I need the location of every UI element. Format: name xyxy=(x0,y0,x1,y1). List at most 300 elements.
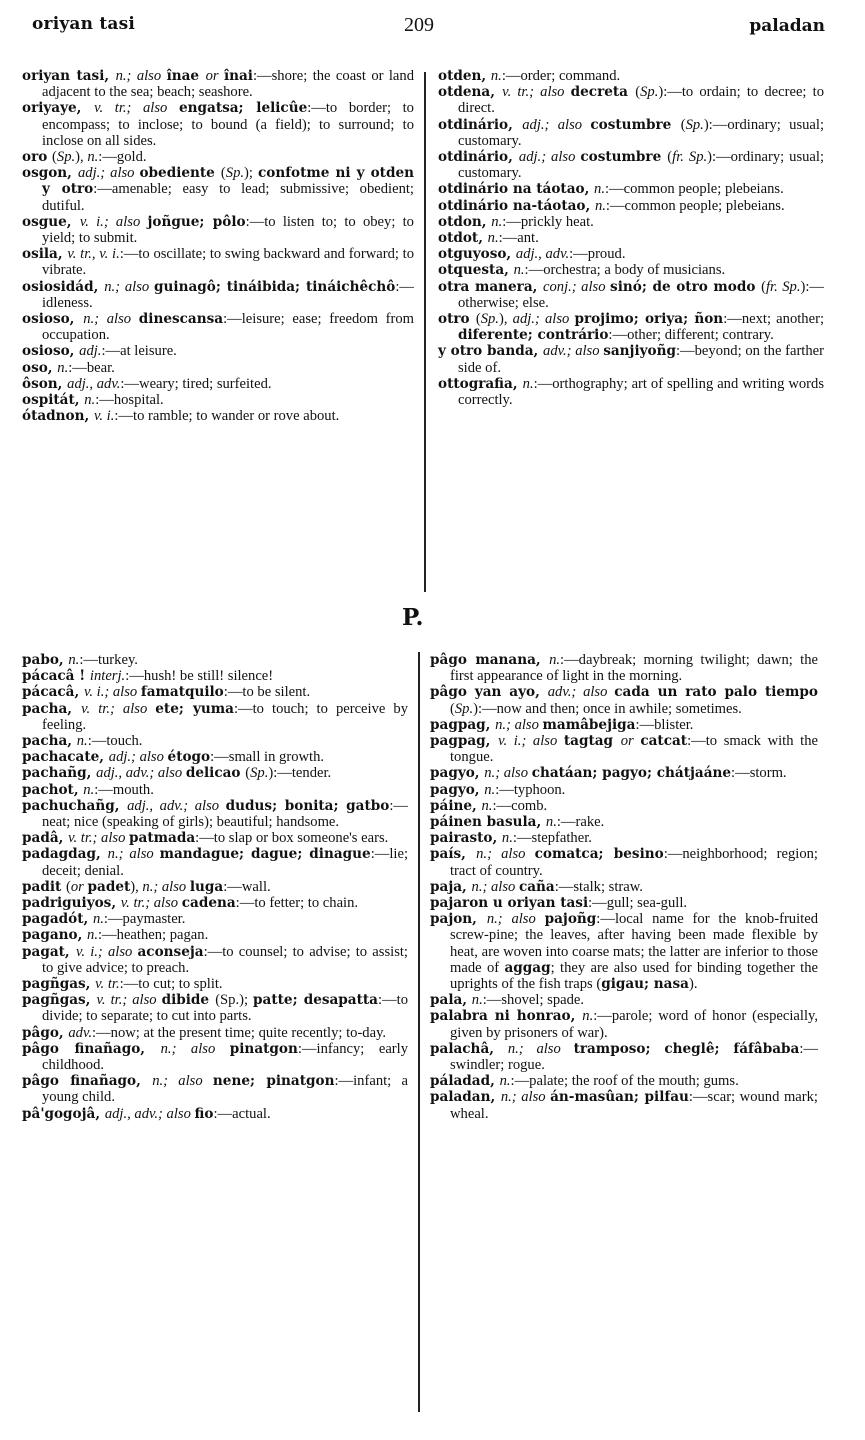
grammar-label: n.; also xyxy=(484,765,532,782)
grammar-label: adj.; also xyxy=(522,116,591,133)
synonym: engatsa; lelicûe xyxy=(178,100,308,117)
definition-text: :—stalk; straw. xyxy=(554,878,643,895)
grammar-label: Sp. xyxy=(225,165,245,182)
headword: oriyaye, xyxy=(22,100,95,117)
headword: pagpag, xyxy=(430,716,496,733)
column-divider xyxy=(418,652,420,1412)
dictionary-entry xyxy=(430,879,818,895)
headword: otdinário na táotao, xyxy=(438,181,595,198)
synonym: patte; desapatta xyxy=(253,992,378,1009)
headword: pachañg, xyxy=(22,765,97,782)
dictionary-entry xyxy=(22,246,414,278)
grammar-label: v. tr.; also xyxy=(94,100,179,117)
definition-text: :—gold. xyxy=(98,149,147,166)
definition-text: :—orthography; art of spelling and writing words correctly. xyxy=(458,375,824,409)
definition-text: :—infant; a young child. xyxy=(42,1073,408,1106)
grammar-label: or xyxy=(620,733,641,750)
grammar-label: Sp. xyxy=(454,700,474,717)
grammar-label: n.; also xyxy=(142,878,190,895)
synonym: ete; yuma xyxy=(155,700,234,717)
grammar-label: n. xyxy=(522,375,534,392)
dictionary-entry xyxy=(22,830,408,846)
headword: palachâ, xyxy=(430,1040,508,1057)
grammar-label: n.; also xyxy=(115,68,167,84)
synonym: projimo; oriya; ñon xyxy=(574,311,724,328)
synonym: pajoñg xyxy=(544,911,597,928)
grammar-label: n. xyxy=(481,797,493,814)
definition-text: ( xyxy=(761,278,766,295)
headword: paladan, xyxy=(430,1089,501,1106)
headword: y otro banda, xyxy=(438,343,544,360)
definition-text: :—to smack with the tongue. xyxy=(450,733,818,766)
definition-text: ), xyxy=(498,311,513,328)
dictionary-entry xyxy=(438,230,824,246)
grammar-label: adj., adv.; also xyxy=(127,797,226,814)
dictionary-entry xyxy=(22,668,408,684)
dictionary-entry xyxy=(438,68,824,84)
headword: osgon, xyxy=(22,165,78,182)
synonym: înai xyxy=(223,68,253,84)
grammar-label: n.; also xyxy=(104,278,155,295)
synonym: decreta xyxy=(570,84,636,101)
headword: osiosidád, xyxy=(22,278,105,295)
headword: pagyo, xyxy=(430,781,485,798)
headword: padriguiyos, xyxy=(22,895,121,912)
grammar-label: n. xyxy=(76,733,88,750)
definition-text: :—hush! be still! silence! xyxy=(125,668,274,685)
dictionary-entry xyxy=(22,749,408,765)
grammar-label: n. xyxy=(594,181,605,198)
grammar-label: n. xyxy=(68,652,80,668)
grammar-label: n. xyxy=(57,359,69,376)
definition-text: :—at leisure. xyxy=(101,343,177,360)
definition-text: :—neighborhood; region; tract of country. xyxy=(450,846,818,879)
grammar-label: n.; also xyxy=(495,716,543,733)
dictionary-entry xyxy=(438,311,824,343)
definition-text: :—actual. xyxy=(213,1105,271,1122)
dictionary-entry xyxy=(22,733,408,749)
synonym: înae xyxy=(166,68,206,84)
dictionary-entry xyxy=(438,343,824,375)
definition-text: (Sp.); xyxy=(215,992,254,1009)
headword: pachuchañg, xyxy=(22,797,128,814)
dictionary-entry xyxy=(22,684,408,700)
definition-text: :—bear. xyxy=(68,359,115,376)
headword: páine, xyxy=(430,797,482,814)
headword: palabra ni honrao, xyxy=(430,1008,583,1025)
entries-column-right xyxy=(430,652,818,1122)
entries-column-left xyxy=(22,68,414,424)
grammar-label: adv. xyxy=(68,1024,92,1041)
definition-text: ); xyxy=(244,165,258,182)
definition-text: :—infancy; early childhood. xyxy=(42,1040,409,1074)
synonym: padet xyxy=(87,878,131,895)
grammar-label: adj. xyxy=(79,343,102,360)
definition-text: :—typhoon. xyxy=(495,781,566,798)
grammar-label: n. xyxy=(83,781,95,798)
definition-text: ( xyxy=(66,878,71,895)
grammar-label: Sp. xyxy=(480,311,499,328)
grammar-label: n.; also xyxy=(476,846,535,863)
dictionary-entry xyxy=(22,100,414,149)
dictionary-entry xyxy=(430,992,818,1008)
grammar-label: adv.; also xyxy=(543,343,604,360)
definition-text: :—other; different; contrary. xyxy=(608,327,774,344)
dictionary-entry xyxy=(22,927,408,943)
grammar-label: v. tr.; also xyxy=(96,992,162,1009)
headword: otdinário, xyxy=(438,149,519,166)
grammar-label: v. tr.; also xyxy=(81,700,156,717)
synonym: comatca; besino xyxy=(534,846,664,863)
definition-text: :—rake. xyxy=(556,814,605,831)
grammar-label: n.; also xyxy=(471,878,519,895)
definition-text: :—next; another; xyxy=(723,311,824,328)
dictionary-entry xyxy=(22,798,408,830)
synonym: tramposo; cheglê; fáfâbaba xyxy=(573,1040,800,1057)
grammar-label: n.; also xyxy=(160,1040,230,1057)
synonym: aggag xyxy=(504,959,551,976)
definition-text: :—beyond; on the farther side of. xyxy=(458,343,824,376)
definition-text: ( xyxy=(667,149,673,166)
headword: pâgo, xyxy=(22,1024,69,1041)
dictionary-entry xyxy=(438,246,824,262)
definition-text: :—small in growth. xyxy=(210,749,325,766)
definition-text: :—to be silent. xyxy=(223,684,311,701)
grammar-label: Sp. xyxy=(56,149,76,166)
headword: pácacâ ! xyxy=(22,668,90,685)
synonym: mamâbejiga xyxy=(542,716,636,733)
dictionary-entry xyxy=(438,181,824,197)
grammar-label: n.; also xyxy=(507,1040,574,1057)
headword: pâgo yan ayo, xyxy=(430,684,548,701)
definition-text: ; they are also used for binding together the uprights of the fish traps ( xyxy=(450,959,818,993)
entries-column-left xyxy=(22,652,408,1122)
headword: pâgo finañago, xyxy=(22,1040,161,1057)
dictionary-entry xyxy=(22,895,408,911)
headword: pagano, xyxy=(22,927,88,944)
dictionary-entry xyxy=(430,814,818,830)
headword: pagadót, xyxy=(22,911,93,928)
headword: oso, xyxy=(22,359,58,376)
headword: otdinário, xyxy=(438,116,523,133)
definition-text: :—mouth. xyxy=(94,781,154,798)
definition-text: :—to oscillate; to swing backward and forward; to vibrate. xyxy=(42,246,414,279)
dictionary-entry xyxy=(22,360,414,376)
grammar-label: or xyxy=(205,68,224,84)
grammar-label: Sp. xyxy=(250,765,269,782)
headword: osioso, xyxy=(22,343,80,360)
definition-text: :—common people; plebeians. xyxy=(604,181,784,198)
headword: pajaron u oriyan tasi xyxy=(430,895,589,912)
definition-text: ):—tender. xyxy=(268,765,332,782)
dictionary-entry xyxy=(438,117,824,149)
headword: oro xyxy=(22,149,53,166)
definition-text: :—order; command. xyxy=(501,68,621,84)
grammar-label: n. xyxy=(594,197,606,214)
grammar-label: Sp. xyxy=(640,84,659,101)
grammar-label: adj.; also xyxy=(512,311,575,328)
synonym: dudus; bonita; gatbo xyxy=(225,797,390,814)
definition-text: ( xyxy=(635,84,641,101)
grammar-label: n. xyxy=(582,1008,594,1025)
definition-text: :—leisure; ease; freedom from occupation. xyxy=(42,311,415,344)
synonym: catcat xyxy=(640,733,688,750)
synonym: nene; pinatgon xyxy=(212,1073,335,1090)
grammar-label: v. i.; also xyxy=(79,213,148,230)
grammar-label: n. xyxy=(490,68,502,84)
definition-text: :—prickly heat. xyxy=(502,213,594,230)
grammar-label: n. xyxy=(487,230,499,247)
headword: pâgo finañago, xyxy=(22,1073,153,1090)
headword: otdena, xyxy=(438,84,503,101)
grammar-label: n. xyxy=(499,1073,511,1090)
synonym: dibide xyxy=(161,992,216,1009)
definition-text: :—swindler; rogue. xyxy=(450,1040,818,1074)
headword: osila, xyxy=(22,246,68,263)
grammar-label: fr. Sp. xyxy=(672,149,708,166)
definition-text: :—lie; deceit; denial. xyxy=(42,846,408,879)
synonym: luga xyxy=(189,878,224,895)
headword: otden, xyxy=(438,68,491,84)
synonym: delicao xyxy=(185,765,246,782)
grammar-label: n. xyxy=(484,781,496,798)
definition-text: ):—ordinary; usual; customary. xyxy=(458,116,825,149)
definition-text: :—ant. xyxy=(498,230,539,247)
grammar-label: v. tr., v. i. xyxy=(67,246,120,263)
synonym: confotme ni y otden y otro xyxy=(42,165,414,198)
dictionary-entry xyxy=(438,214,824,230)
dictionary-entry xyxy=(430,652,818,684)
dictionary-entry xyxy=(438,84,824,116)
grammar-label: v. i.; also xyxy=(83,684,141,701)
dictionary-entry xyxy=(22,976,408,992)
headword: otdot, xyxy=(438,230,488,247)
headword: pâ'gogojâ, xyxy=(22,1105,105,1122)
dictionary-entry xyxy=(430,846,818,878)
definition-text: :—orchestra; a body of musicians. xyxy=(524,262,726,279)
definition-text: :—to ramble; to wander or rove about. xyxy=(114,408,340,425)
headword: páladad, xyxy=(430,1073,500,1090)
synonym: pinatgon xyxy=(229,1040,298,1057)
grammar-label: n.; also xyxy=(486,911,545,928)
grammar-label: Sp. xyxy=(685,116,704,133)
dictionary-entry xyxy=(22,1106,408,1122)
page-header xyxy=(0,14,865,42)
grammar-label: n.; also xyxy=(500,1089,551,1106)
grammar-label: n. xyxy=(501,830,513,847)
headword: padit xyxy=(22,878,66,895)
grammar-label: n. xyxy=(92,911,104,928)
definition-text: ( xyxy=(220,165,226,182)
dictionary-entry xyxy=(22,782,408,798)
dictionary-entry xyxy=(22,1041,408,1073)
entries-section-p xyxy=(0,652,865,1422)
grammar-label: adj., adv.; also xyxy=(104,1105,195,1122)
headword: pacha, xyxy=(22,733,77,750)
definition-text: :—to border; to encompass; to inclose; to bound (a field); to surround; to inclose on all sides. xyxy=(42,100,414,149)
dictionary-entry xyxy=(430,895,818,911)
definition-text: ):—to ordain; to decree; to direct. xyxy=(458,84,824,117)
headword: otdon, xyxy=(438,213,492,230)
definition-text: ( xyxy=(475,311,481,328)
definition-text: :—turkey. xyxy=(79,652,138,668)
definition-text: ):—ordinary; usual; customary. xyxy=(458,149,825,182)
grammar-label: n. xyxy=(491,213,503,230)
left-guide-word: oriyan tasi xyxy=(32,14,136,34)
synonym: tagtag xyxy=(563,733,621,750)
headword: paja, xyxy=(430,878,472,895)
definition-text: :—to slap or box someone's ears. xyxy=(195,830,389,847)
headword: pabo, xyxy=(22,652,69,668)
definition-text: ):—now and then; once in awhile; sometimes. xyxy=(473,700,742,717)
grammar-label: adv.; also xyxy=(547,684,615,701)
headword: pácacâ, xyxy=(22,684,84,701)
grammar-label: adj.; also xyxy=(108,749,168,766)
dictionary-entry xyxy=(22,165,414,214)
headword: padagdag, xyxy=(22,846,108,863)
headword: otra manera, xyxy=(438,278,543,295)
grammar-label: fr. Sp. xyxy=(765,278,801,295)
definition-text: :—to touch; to perceive by feeling. xyxy=(42,700,408,733)
grammar-label: or xyxy=(70,878,88,895)
headword: pagyo, xyxy=(430,765,485,782)
dictionary-entry xyxy=(22,149,414,165)
grammar-label: v. i. xyxy=(93,408,115,425)
dictionary-entry xyxy=(438,279,824,311)
dictionary-entry xyxy=(22,279,414,311)
section-letter-heading: P. xyxy=(402,604,424,631)
headword: padâ, xyxy=(22,830,69,847)
grammar-label: v. tr.; also xyxy=(502,84,571,101)
synonym: mandague; dague; dinague xyxy=(159,846,371,863)
dictionary-entry xyxy=(430,798,818,814)
dictionary-entry xyxy=(430,684,818,716)
grammar-label: adj., adv.; also xyxy=(96,765,186,782)
definition-text: :—stepfather. xyxy=(512,830,592,847)
headword: pagpag, xyxy=(430,733,499,750)
headword: otguyoso, xyxy=(438,246,516,263)
synonym: étogo xyxy=(167,749,211,766)
definition-text: :—local name for the knob-fruited screw-pine; the leaves, after having been made flexible by heat, are woven into coarse mats; the latter are inferior to those made of xyxy=(450,911,818,976)
synonym: cadena xyxy=(181,895,236,912)
definition-text: :—now; at the present time; quite recently; to-day. xyxy=(92,1024,387,1041)
grammar-label: adj., adv. xyxy=(67,375,121,392)
column-divider xyxy=(424,72,426,592)
synonym: aconseja xyxy=(137,943,204,960)
definition-text: :—to divide; to separate; to cut into parts. xyxy=(42,992,408,1025)
definition-text: :—scar; wound mark; wheal. xyxy=(450,1089,818,1122)
headword: país, xyxy=(430,846,477,863)
headword: pajon, xyxy=(430,911,487,928)
definition-text: :—touch. xyxy=(87,733,143,750)
synonym: obediente xyxy=(139,165,221,182)
definition-text: ), xyxy=(130,878,143,895)
dictionary-entry xyxy=(438,198,824,214)
dictionary-entry xyxy=(430,1073,818,1089)
definition-text: :—amenable; easy to lead; submissive; obedient; dutiful. xyxy=(42,181,414,214)
definition-text: :—blister. xyxy=(635,716,694,733)
grammar-label: n. xyxy=(87,927,98,944)
grammar-label: adj.; also xyxy=(78,165,140,182)
page-number: 209 xyxy=(404,14,434,36)
dictionary-entry xyxy=(22,1025,408,1041)
definition-text: :—hospital. xyxy=(95,392,164,409)
definition-text: :—neat; nice (speaking of girls); beautiful; handsome. xyxy=(42,797,408,831)
synonym: patmada xyxy=(129,830,196,847)
dictionary-entry xyxy=(22,343,414,359)
dictionary-entry xyxy=(430,1008,818,1040)
definition-text: :—palate; the roof of the mouth; gums. xyxy=(510,1073,739,1090)
dictionary-entry xyxy=(22,701,408,733)
dictionary-entry xyxy=(22,765,408,781)
dictionary-entry xyxy=(22,879,408,895)
grammar-label: adj.; also xyxy=(518,149,581,166)
dictionary-entry xyxy=(430,911,818,992)
headword: pala, xyxy=(430,992,472,1009)
headword: oriyan tasi, xyxy=(22,68,116,84)
grammar-label: conj.; also xyxy=(543,278,611,295)
definition-text: ( xyxy=(680,116,686,133)
synonym: diferente; contrário xyxy=(458,327,609,344)
definition-text: :—wall. xyxy=(223,878,271,895)
headword: ottografia, xyxy=(438,375,523,392)
synonym: sinó; de otro modo xyxy=(610,278,762,295)
synonym: joñgue; pôlo xyxy=(147,213,246,230)
definition-text: ( xyxy=(245,765,251,782)
synonym: costumbre xyxy=(590,116,681,133)
dictionary-entry xyxy=(22,214,414,246)
definition-text: :—shore; the coast or land adjacent to the sea; beach; seashore. xyxy=(42,68,415,101)
grammar-label: v. i.; also xyxy=(498,733,564,750)
dictionary-entry xyxy=(22,376,414,392)
grammar-label: adj., adv. xyxy=(515,246,570,263)
synonym: sanjiyoñg xyxy=(603,343,676,360)
headword: pairasto, xyxy=(430,830,502,847)
synonym: gigau; nasa xyxy=(601,976,689,993)
definition-text: :—idleness. xyxy=(42,278,414,311)
dictionary-entry xyxy=(22,68,414,100)
synonym: costumbre xyxy=(580,149,668,166)
synonym: guinagô; tináibida; tináichêchô xyxy=(154,278,396,295)
dictionary-entry xyxy=(430,717,818,733)
definition-text: :—to counsel; to advise; to assist; to give advice; to preach. xyxy=(42,943,408,976)
synonym: famatquilo xyxy=(140,684,224,701)
headword: ótadnon, xyxy=(22,408,94,425)
definition-text: :—to fetter; to chain. xyxy=(235,895,359,912)
headword: pachacate, xyxy=(22,749,109,766)
grammar-label: n. xyxy=(549,652,561,668)
entries-column-right xyxy=(438,68,824,408)
entries-section-o xyxy=(0,68,865,588)
dictionary-entry xyxy=(430,782,818,798)
dictionary-entry xyxy=(22,911,408,927)
dictionary-entry xyxy=(438,149,824,181)
dictionary-entry xyxy=(22,944,408,976)
grammar-label: v. tr. xyxy=(95,976,120,993)
definition-text: :—storm. xyxy=(731,765,787,782)
definition-text: :—shovel; spade. xyxy=(482,992,585,1009)
synonym: caña xyxy=(518,878,555,895)
headword: pachot, xyxy=(22,781,84,798)
headword: pagñgas, xyxy=(22,992,97,1009)
definition-text: :—paymaster. xyxy=(103,911,186,928)
headword: osioso, xyxy=(22,311,84,328)
grammar-label: v. tr.; also xyxy=(68,830,130,847)
headword: otdinário na-táotao, xyxy=(438,197,595,214)
grammar-label: n. xyxy=(513,262,525,279)
dictionary-entry xyxy=(22,311,414,343)
grammar-label: n. xyxy=(84,392,96,409)
